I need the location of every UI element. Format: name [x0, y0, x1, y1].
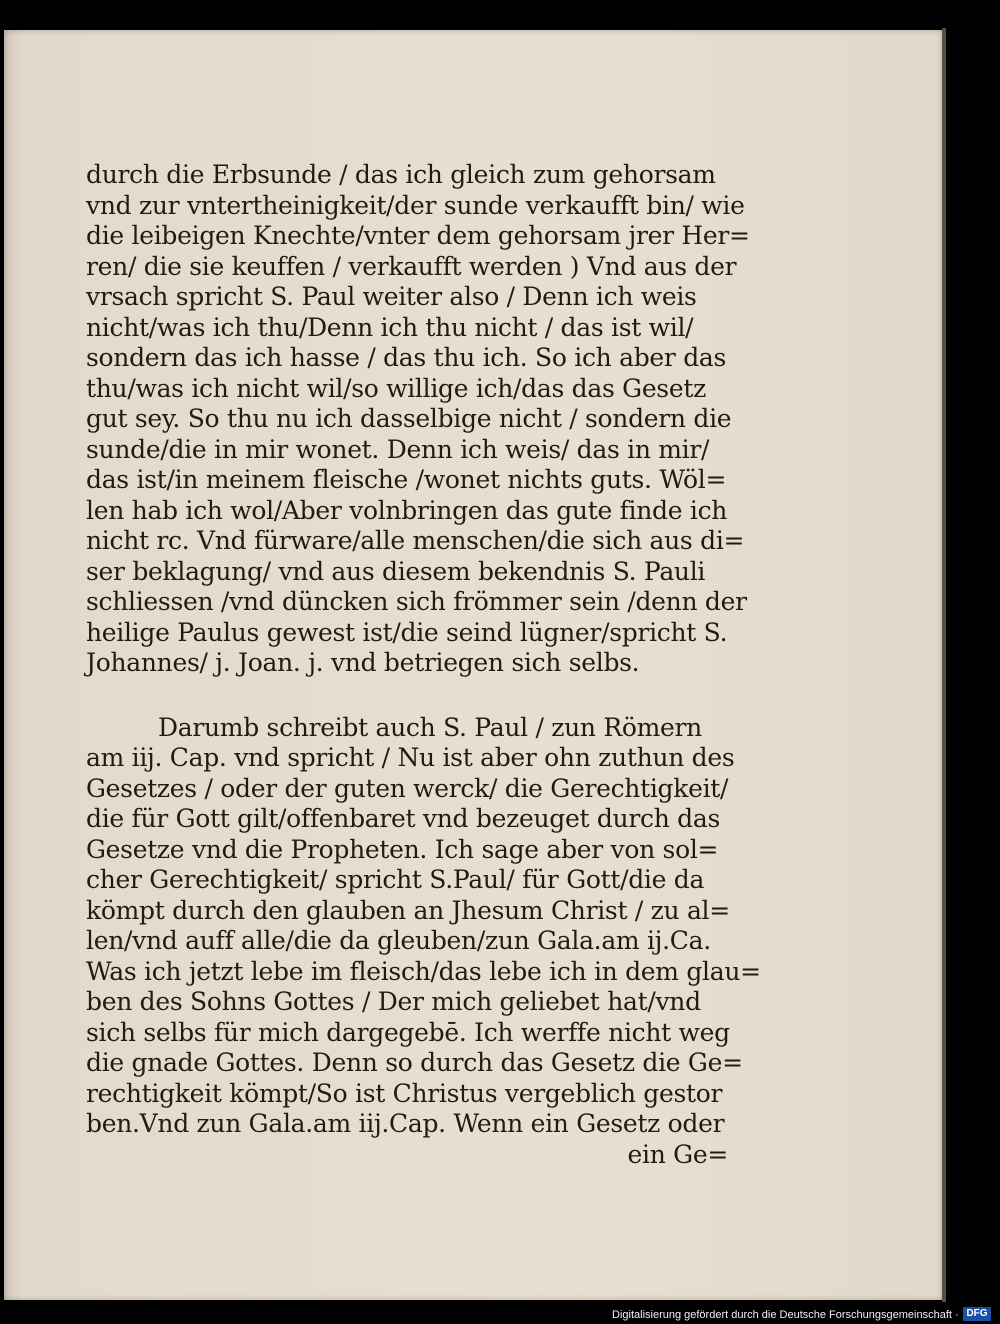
text-line: das ist/in meinem fleische /wonet nichts guts. Wöl=	[86, 465, 727, 494]
text-line: vnd zur vntertheinigkeit/der sunde verkaufft bin/ wie	[86, 190, 745, 220]
text-line: nicht/was ich thu/Denn ich thu nicht / das ist wil/	[86, 312, 694, 342]
text-line: Darumb schreibt auch S. Paul / zun Römern	[158, 712, 702, 742]
text-line: len hab ich wol/Aber volnbringen das gute finde ich	[86, 495, 728, 525]
text-line: rechtigkeit kömpt/So ist Christus vergeblich gestor	[86, 1078, 723, 1108]
page-text	[86, 160, 761, 1170]
text-line: durch die Erbsunde / das ich gleich zum gehorsam	[86, 160, 716, 189]
text-line: ben.Vnd zun Gala.am iij.Cap. Wenn ein Gesetz oder	[86, 1109, 725, 1138]
text-line: schliessen /vnd düncken sich frömmer sein /denn der	[86, 587, 747, 616]
catchword: ein Ge=	[627, 1139, 728, 1169]
text-line: gut sey. So thu nu ich dasselbige nicht / sondern die	[86, 404, 732, 433]
digitization-credit: Digitalisierung gefördert durch die Deutsche Forschungsgemeinschaft ·	[612, 1309, 959, 1321]
text-line: ser beklagung/ vnd aus diesem bekendnis S. Pauli	[86, 556, 706, 586]
paragraph-2	[86, 712, 761, 1140]
text-line: Gesetzes / oder der guten werck/ die Gerechtigkeit/	[86, 773, 729, 803]
text-line: ren/ die sie keuffen / verkaufft werden ) Vnd aus der	[86, 251, 737, 281]
text-line: len/vnd auff alle/die da gleuben/zun Gala.am ij.Ca.	[86, 926, 711, 955]
text-line: ben des Sohns Gottes / Der mich geliebet hat/vnd	[86, 987, 701, 1016]
text-line: cher Gerechtigkeit/ spricht S.Paul/ für Gott/die da	[86, 865, 705, 894]
text-line: sunde/die in mir wonet. Denn ich weis/ das in mir/	[86, 434, 710, 464]
paragraph-gap	[86, 679, 756, 713]
text-line: kömpt durch den glauben an Jhesum Christ / zu al=	[86, 895, 730, 925]
text-line: nicht rc. Vnd fürware/alle menschen/die sich aus di=	[86, 526, 745, 555]
book-page	[4, 30, 942, 1300]
text-line: thu/was ich nicht wil/so willige ich/das das Gesetz	[86, 373, 706, 403]
text-line: die leibeigen Knechte/vnter dem gehorsam jrer Her=	[86, 221, 750, 250]
text-line: sondern das ich hasse / das thu ich. So ich aber das	[86, 343, 727, 372]
text-line: sich selbs für mich dargegebē. Ich werffe nicht weg	[86, 1017, 730, 1047]
dfg-logo: DFG	[963, 1307, 991, 1321]
text-line: vrsach spricht S. Paul weiter also / Denn ich weis	[86, 282, 697, 311]
text-line: heilige Paulus gewest ist/die seind lügner/spricht S.	[86, 617, 728, 647]
text-line: Johannes/ j. Joan. j. vnd betriegen sich selbs.	[86, 648, 640, 677]
text-line: Was ich jetzt lebe im fleisch/das lebe ich in dem glau=	[86, 956, 761, 986]
text-line: am iij. Cap. vnd spricht / Nu ist aber ohn zuthun des	[86, 743, 735, 772]
text-line: die gnade Gottes. Denn so durch das Gesetz die Ge=	[86, 1048, 743, 1077]
paragraph-1	[86, 160, 756, 679]
text-line: die für Gott gilt/offenbaret vnd bezeuget durch das	[86, 804, 720, 833]
text-line: Gesetze vnd die Propheten. Ich sage aber von sol=	[86, 834, 719, 864]
page-edge	[942, 28, 946, 1302]
